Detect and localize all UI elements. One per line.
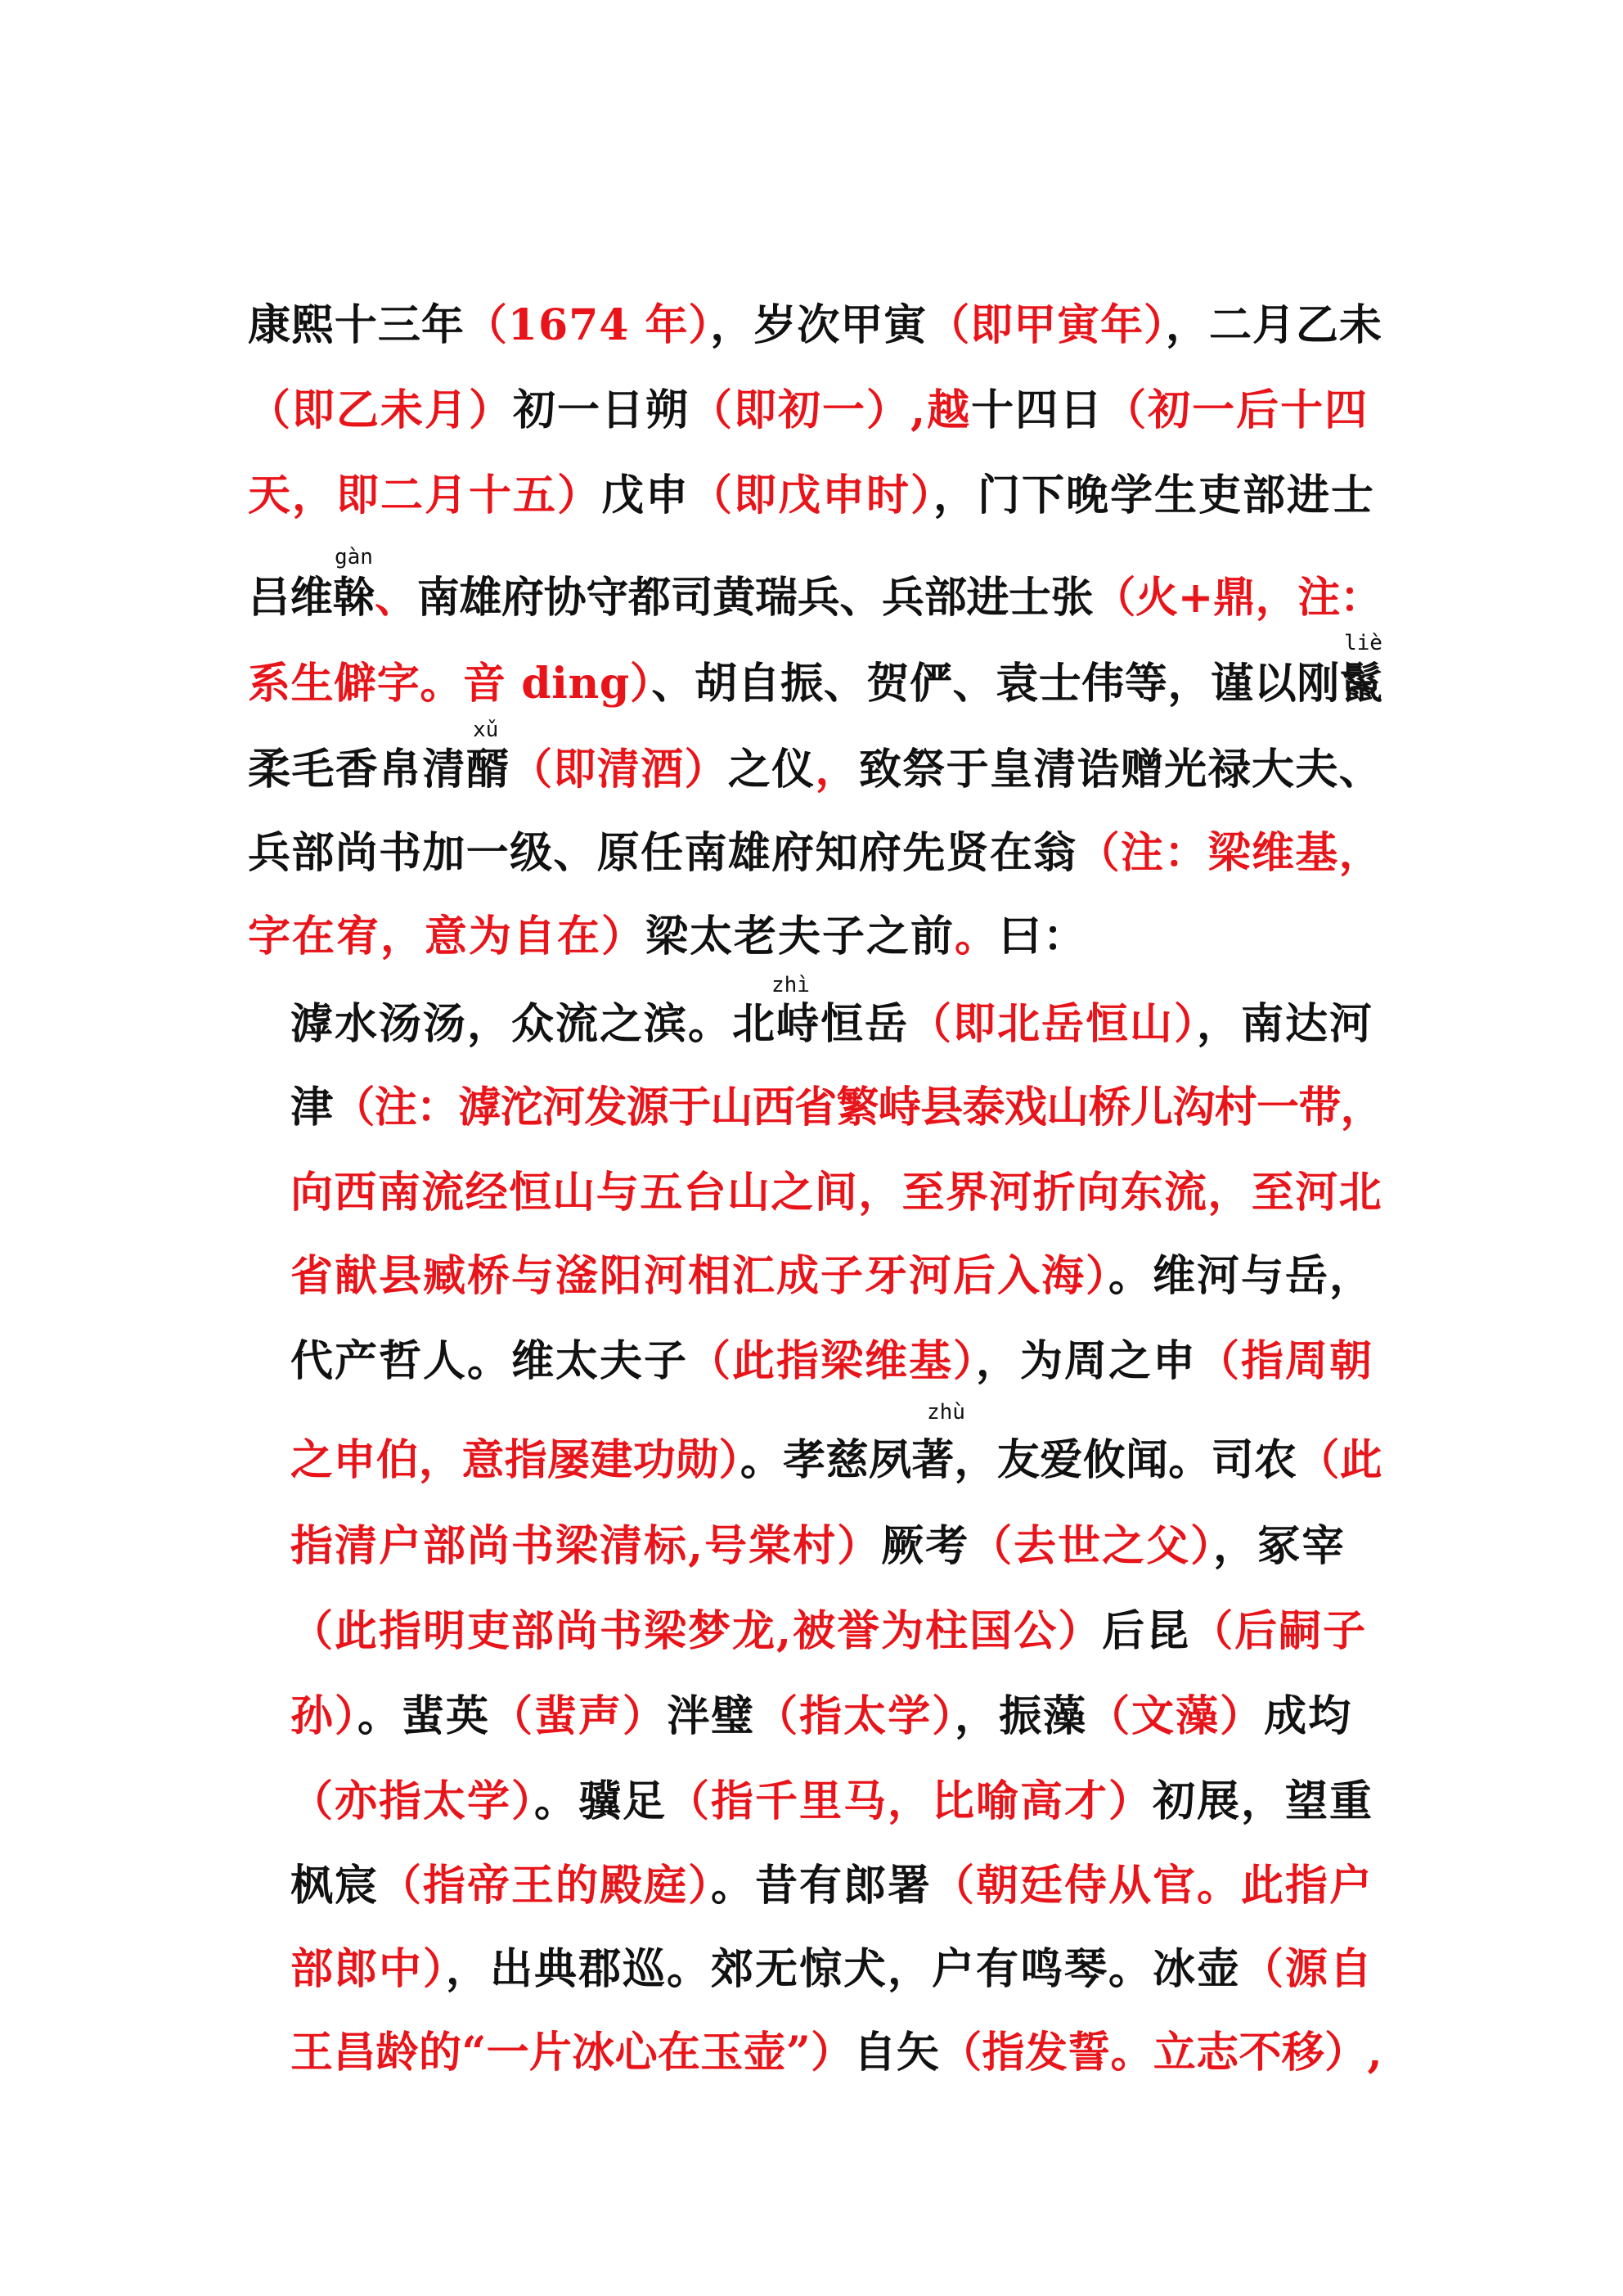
text-line [290, 1334, 1373, 1389]
body-text: ，出典郡巡。郊无惊犬，户有鸣琴。冰壶 [446, 1944, 1242, 1994]
body-text: 十四日 [971, 385, 1104, 435]
pinyin-zhu: zhù [927, 1400, 965, 1425]
body-text: 初展，望重 [1153, 1776, 1374, 1826]
annotation-text: （此 [1297, 1435, 1383, 1485]
body-text: ，岁次甲寅 [710, 300, 928, 350]
pinyin-xu: xǔ [473, 718, 499, 742]
annotation-text: 、 [375, 573, 417, 623]
body-text: 泮璧 [667, 1691, 756, 1741]
annotation-text: 指清户部尚书梁清标,号棠村） [290, 1521, 882, 1571]
text-line [290, 1858, 1373, 1914]
body-text: 枫宸 [290, 1861, 380, 1911]
annotation-text: （后嗣子 [1190, 1606, 1368, 1656]
annotation-text: 。 [955, 912, 1000, 961]
annotation-text: （火+鼎，注： [1093, 573, 1382, 623]
text-line [290, 1249, 1373, 1304]
body-text: 成均 [1264, 1691, 1353, 1741]
annotation-text: 部郎中） [290, 1944, 447, 1994]
annotation-text: （蜚声） [490, 1691, 668, 1741]
annotation-text: 孙） [290, 1691, 358, 1741]
annotation-text: （1674 年） [464, 300, 711, 350]
annotation-text: （指帝王的殿庭） [379, 1861, 712, 1911]
pinyin-lie: liè [1344, 631, 1382, 655]
annotation-text: 王昌龄的“一片冰心在玉壶”） [290, 2028, 854, 2078]
text-line [248, 298, 1382, 353]
body-text: 之仪 [727, 745, 816, 795]
text-line [290, 2025, 1382, 2081]
body-text: 自矢 [853, 2028, 940, 2078]
annotation-text: （即初一）, [690, 385, 928, 435]
body-text: 。孝慈夙著，友爱攸闻。司农 [740, 1435, 1297, 1485]
body-text: 梁太老夫子之前 [645, 912, 955, 961]
annotation-text: 越 [927, 385, 972, 435]
annotation-text: 向西南流经恒山与五台山之间，至界河折向东流，至河北 [290, 1168, 1383, 1218]
text-line [290, 1689, 1352, 1745]
text-line [290, 1942, 1373, 1997]
annotation-text: （即清酒） [510, 745, 728, 795]
body-text: 兵部尚书加一级、原任南雄府知府先贤在翁 [248, 828, 1077, 878]
body-text: ，为周之申 [976, 1336, 1198, 1386]
annotation-text: （去世之父） [969, 1521, 1214, 1571]
body-text: 滹水汤汤，众流之滨。北峙恒岳 [290, 999, 910, 1049]
annotation-text: （即乙未月） [248, 385, 514, 435]
annotation-text: （即戊申时） [690, 470, 934, 520]
annotation-text: （源自 [1241, 1944, 1374, 1994]
text-line [290, 1433, 1382, 1488]
annotation-text: （注：滹沱河发源于山西省繁峙县泰戏山桥儿沟村一带， [332, 1083, 1383, 1132]
body-text: 吕维榦 [248, 573, 375, 623]
text-line [248, 383, 1369, 439]
body-text: 后昆 [1102, 1606, 1191, 1656]
pinyin-zhi: zhì [771, 973, 810, 997]
body-text: 南雄府协守都司黄瑞兵、兵部进士张 [416, 573, 1094, 623]
annotation-text: （即甲寅年） [927, 300, 1167, 350]
body-text: ，南达河 [1197, 999, 1374, 1049]
text-line [290, 1519, 1346, 1574]
body-text: ，冢宰 [1213, 1521, 1347, 1571]
text-line [290, 997, 1373, 1052]
annotation-text: （指太学） [755, 1691, 955, 1741]
body-text: 初一日朔 [513, 385, 690, 435]
body-text: 戊申 [601, 470, 690, 520]
text-line [290, 1165, 1382, 1221]
annotation-text: 天，即二月十五） [248, 470, 602, 520]
annotation-text: （指发誓。立志不移）, [939, 2028, 1382, 2078]
body-text: ，振藻 [955, 1691, 1088, 1741]
body-text: 曰： [999, 912, 1088, 961]
body-text: 厥考 [881, 1521, 970, 1571]
body-text: 、胡自振、贺俨、袁士伟等，谨以刚鬣 [651, 659, 1383, 709]
text-line [290, 1774, 1373, 1830]
text-line [248, 656, 1382, 712]
annotation-text: （注：梁维基， [1077, 828, 1383, 878]
annotation-text: （亦指太学） [290, 1776, 535, 1826]
annotation-text: （初一后十四 [1104, 385, 1369, 435]
body-text: 康熙十三年 [248, 300, 465, 350]
annotation-text: （即北岳恒山） [909, 999, 1198, 1049]
body-text: 。昔有郎署 [711, 1861, 933, 1911]
annotation-text: （指周朝 [1197, 1336, 1374, 1386]
text-line [248, 742, 1382, 798]
body-text: 致祭于皇清诰赠光禄大夫、 [858, 745, 1383, 795]
annotation-text: 系生僻字。音 ding） [248, 659, 652, 709]
body-text: ，二月乙未 [1166, 300, 1382, 350]
body-text: 柔毛香帛清醑 [248, 745, 510, 795]
annotation-text: （文藻） [1087, 1691, 1265, 1741]
text-line [290, 1604, 1367, 1659]
annotation-text: 字在宥，意为自在） [248, 912, 646, 961]
body-text: 代产哲人。维太夫子 [290, 1336, 689, 1386]
annotation-text: ， [815, 745, 859, 795]
text-line [248, 570, 1382, 626]
body-text: ，门下晚学生吏部进士 [933, 470, 1376, 520]
annotation-text: （此指明吏部尚书梁梦龙,被誉为柱国公） [290, 1606, 1103, 1656]
annotation-text: （此指梁维基） [688, 1336, 977, 1386]
body-text: 。蜚英 [357, 1691, 491, 1741]
annotation-text: （朝廷侍从官。此指户 [932, 1861, 1374, 1911]
text-line [248, 468, 1375, 524]
text-line [290, 1080, 1382, 1136]
annotation-text: 之申伯，意指屡建功勋） [290, 1435, 740, 1485]
text-line [248, 826, 1382, 881]
annotation-text: （指千里马，比喻高才） [667, 1776, 1153, 1826]
text-line [248, 909, 1087, 965]
body-text: 。维河与岳， [1108, 1251, 1374, 1301]
body-text: 。骥足 [534, 1776, 668, 1826]
body-text: 津 [290, 1083, 333, 1132]
pinyin-gan: gàn [335, 545, 373, 569]
annotation-text: 省献县臧桥与滏阳河相汇成子牙河后入海） [290, 1251, 1109, 1301]
